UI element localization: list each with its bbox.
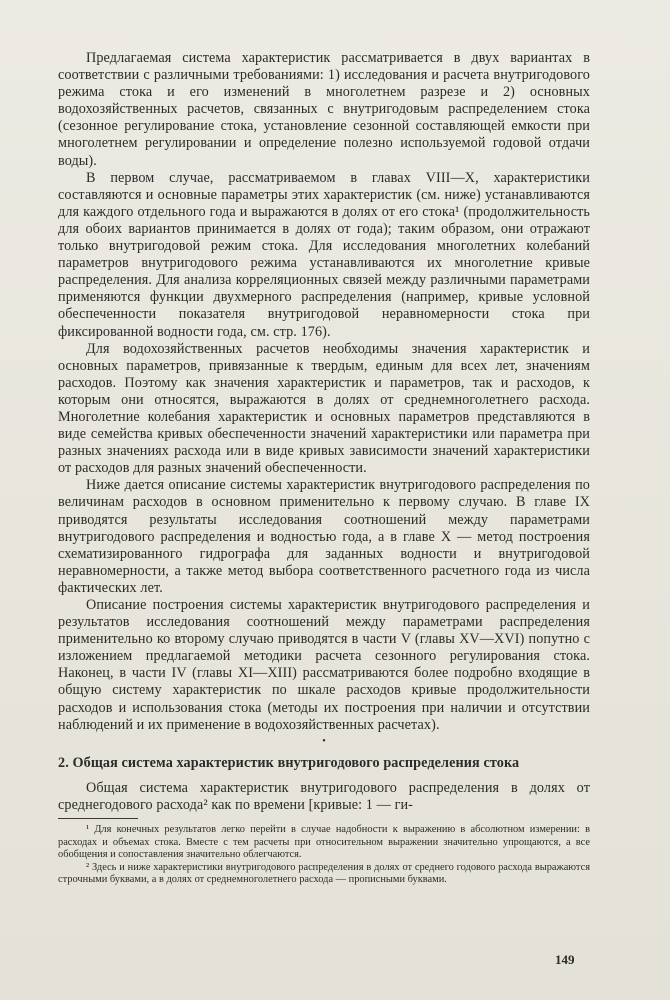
footnotes: [58, 824, 590, 887]
separator-dot: •: [322, 735, 326, 747]
section-heading: 2. Общая система характеристик внутригодового распределения стока: [58, 754, 520, 771]
paragraph-5: Описание построения системы характеристик внутригодового распределения и результатов исследования соотношений между параметрами распределения применительно ко второму случаю приводятся в части V (главы XV—XVI) попутно с изложением предлагаемой методики расчета сезонного регулирования стока. Наконец, в части IV (главы XI—XIII) рассматриваются более подробно входящие в общую систему характеристик по шкале расходов кривые продолжительности расходов и использования стока (методы их построения при наличии и отсутствии наблюдений и их применение в водохозяйственных расчетах).: [58, 597, 590, 733]
footnote-divider: [58, 818, 138, 819]
paragraph-3: Для водохозяйственных расчетов необходимы значения характеристик и основных параметров, привязанные к твердым, единым для всех лет, значениям расходов. Поэтому как значения характеристик и параметров, так и расходов, к которым они относятся, выражаются в долях от среднемноголетнего расхода. Многолетние колебания характеристик и основных параметров представляются в виде семейства кривых обеспеченности значений характеристики или параметра при разных значениях расхода или в виде кривых зависимости значений характеристики от расходов для разных значений обеспеченности.: [58, 340, 590, 477]
paragraph-4: Ниже дается описание системы характеристик внутригодового распределения по величинам расходов в основном применительно к первому случаю. В главе IX приводятся результаты исследования соотношений между параметрами внутригодового распределения и водностью года, а в главе X — метод построения схематизированного гидрографа для заданных водности и внутригодовой неравномерности, а также метод выбора соответственного расчетного года из числа фактических лет.: [58, 477, 590, 596]
paragraph-2: В первом случае, рассматриваемом в главах VIII—X, характеристики составляются и основные параметры этих характеристик (см. ниже) устанавливаются для каждого отдельного года и выражаются в долях от его стока¹ (продолжительность для обоих вариантов принимается в долях от года); таким образом, они отражают только внутригодовой режим стока. Для исследования многолетних колебаний параметров внутригодового режима устанавливаются их многолетние кривые распределения. Для анализа корреляционных связей между различными параметрами применяются функции двухмерного распределения (например, кривые условной обеспеченности показателя внутригодовой неравномерности стока при фиксированной водности года, см. стр. 176).: [58, 169, 590, 340]
section-intro-paragraph: Общая система характеристик внутригодового распределения в долях от среднегодового расхода² как по времени [кривые: 1 — ги-: [58, 779, 590, 813]
main-body-text: [58, 50, 590, 734]
footnote-2: ² Здесь и ниже характеристики внутригодового распределения в долях от среднего годового расхода выражаются строчными буквами, а в долях от среднемноголетнего расхода — прописными буквами.: [58, 861, 590, 886]
page-number: 149: [555, 952, 575, 967]
paragraph-1: Предлагаемая система характеристик рассматривается в двух вариантах в соответствии с различными требованиями: 1) исследования и расчета внутригодового режима стока и его изменений в многолетнем разрезе и 2) основных водохозяйственных расчетов, связанных с внутригодовым распределением стока (сезонное регулирование стока, установление сезонной составляющей емкости при многолетнем регулировании и определение полезно используемой годовой отдачи воды).: [58, 50, 590, 169]
footnote-1: ¹ Для конечных результатов легко перейти в случае надобности к выражению в абсолютном измерении: в расходах и объемах стока. Вместе с тем расчеты при относительном выражении значительно упрощаются, а все обобщения и сопоставления значительно облегчаются.: [58, 823, 590, 861]
